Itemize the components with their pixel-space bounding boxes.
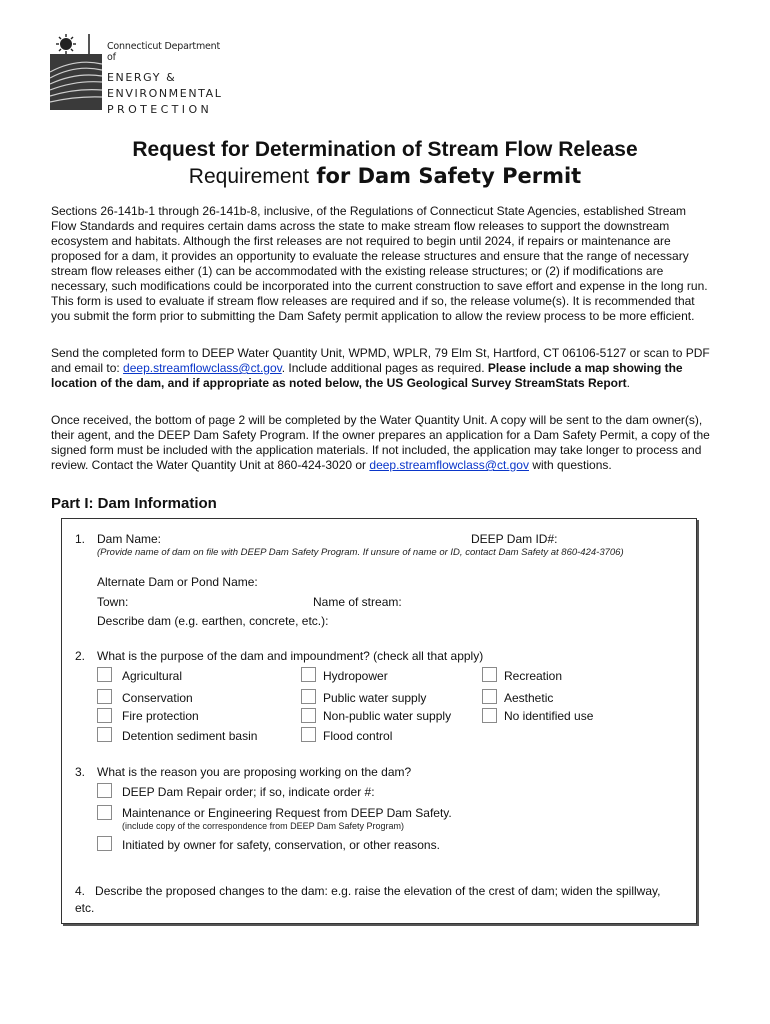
- label-fire-protection: Fire protection: [122, 709, 199, 723]
- intro-p1-text: Sections 26-141b-1 through 26-141b-8, inclusive, of the Regulations of Connecticut State Agencies, established Stream Flow Standards and requires certain dams across the state to make stream flow releases to support the downstream ecosystem and habitats. Although the first releases are not required to begin until 2024, if repairs or maintenance are proposed for a dam, it provides an opportunity to evaluate the release structures and ensure that the range of necessary stream flow releases either (1) can be accommodated with the existing release structures; or (2) if modifications are necessary, such modifications could be incorporated into the current construction to save effort and expense in the long run. This form is used to evaluate if stream flow releases are required and if so, the release volume(s). It is recommended that you submit the form prior to submitting the Dam Safety permit application to allow the review process to be more efficient.: [51, 204, 708, 323]
- logo-text: [107, 41, 230, 118]
- intro-paragraph-3: [51, 413, 711, 473]
- intro-paragraph-2: [51, 346, 711, 391]
- dam-name-label[interactable]: Dam Name:: [97, 532, 162, 546]
- intro-paragraph-1: [51, 204, 711, 324]
- intro-p2-end: .: [626, 376, 631, 390]
- q3-number: 3.: [75, 765, 86, 779]
- checkbox-no-identified-use[interactable]: [482, 708, 497, 723]
- checkbox-agricultural[interactable]: [97, 667, 112, 682]
- dam-id-label[interactable]: DEEP Dam ID#:: [471, 532, 558, 546]
- label-flood-control: Flood control: [323, 729, 393, 743]
- logo-line-1: ENERGY &: [107, 71, 177, 84]
- title-line-1: Request for Determination of Stream Flow Release: [132, 138, 638, 161]
- label-detention-basin: Detention sediment basin: [122, 729, 258, 743]
- describe-dam-label[interactable]: Describe dam (e.g. earthen, concrete, etc.):: [97, 614, 329, 628]
- dam-name-note: (Provide name of dam on file with DEEP Dam Safety Program. If unsure of name or ID, contact Dam Safety at 860-424-3706): [97, 547, 624, 558]
- checkbox-owner-initiated[interactable]: [97, 836, 112, 851]
- checkbox-aesthetic[interactable]: [482, 689, 497, 704]
- logo-line-3: PROTECTION: [107, 103, 213, 116]
- label-agricultural: Agricultural: [122, 669, 183, 683]
- form-title: [0, 136, 770, 190]
- label-conservation: Conservation: [122, 691, 193, 705]
- intro-p2-text: Send the completed form to DEEP Water Quantity Unit, WPMD, WPLR, 79 Elm St, Hartford, CT 06106-5127 or scan to PDF and email to:: [51, 346, 710, 375]
- dam-information-box: [61, 518, 697, 924]
- q1-number: 1.: [75, 532, 86, 546]
- q2-question: What is the purpose of the dam and impoundment? (check all that apply): [97, 649, 484, 663]
- intro-p2-text-b: . Include additional pages as required.: [281, 361, 488, 375]
- label-maintenance-request: Maintenance or Engineering Request from DEEP Dam Safety.: [122, 806, 452, 820]
- q2-number: 2.: [75, 649, 86, 663]
- label-hydropower: Hydropower: [323, 669, 388, 683]
- checkbox-flood-control[interactable]: [301, 727, 316, 742]
- part-1-heading: Part I: Dam Information: [51, 495, 217, 512]
- maintenance-note: (include copy of the correspondence from DEEP Dam Safety Program): [122, 821, 404, 831]
- town-label[interactable]: Town:: [97, 595, 129, 609]
- intro-p3-text: Once received, the bottom of page 2 will be completed by the Water Quantity Unit. A copy will be sent to the dam owner(s), their agent, and the DEEP Dam Safety Program. If the owner prepares an application for a Dam Safety Permit, a copy of the signed form must be included with the application materials. If not included, the application may take longer to process and review. Contact the Water Quantity Unit at 860-424-3020 or: [51, 413, 710, 472]
- checkbox-public-water[interactable]: [301, 689, 316, 704]
- label-non-public-water: Non-public water supply: [323, 709, 452, 723]
- title-line-2b: for Dam Safety Permit: [309, 164, 582, 188]
- label-recreation: Recreation: [504, 669, 563, 683]
- title-line-2a: Requirement: [188, 165, 310, 188]
- checkbox-hydropower[interactable]: [301, 667, 316, 682]
- q4-number: 4.: [75, 884, 86, 898]
- label-aesthetic: Aesthetic: [504, 691, 554, 705]
- email-link[interactable]: deep.streamflowclass@ct.gov: [123, 361, 282, 375]
- deep-logo-mark-icon: [50, 34, 102, 110]
- intro-p3-text-b: with questions.: [528, 458, 612, 472]
- stream-name-label[interactable]: Name of stream:: [313, 595, 402, 609]
- logo-line-2: ENVIRONMENTAL: [107, 87, 223, 100]
- q4-question: [75, 883, 675, 917]
- label-no-identified-use: No identified use: [504, 709, 594, 723]
- deep-logo: [50, 34, 230, 114]
- label-repair-order: DEEP Dam Repair order; if so, indicate order #:: [122, 785, 375, 799]
- checkbox-fire-protection[interactable]: [97, 708, 112, 723]
- logo-dept-name: Connecticut Department of: [107, 41, 220, 63]
- checkbox-detention-basin[interactable]: [97, 727, 112, 742]
- checkbox-maintenance-request[interactable]: [97, 805, 112, 820]
- q4-text: Describe the proposed changes to the dam: e.g. raise the elevation of the crest of dam; widen the spillway, etc.: [75, 884, 661, 915]
- q3-question: What is the reason you are proposing working on the dam?: [97, 765, 412, 779]
- intro-p2-bold: Please include a map showing the location of the dam, and if appropriate as noted below, the US Geological Survey StreamStats Report: [51, 361, 683, 390]
- label-owner-initiated: Initiated by owner for safety, conservation, or other reasons.: [122, 838, 440, 852]
- label-public-water: Public water supply: [323, 691, 427, 705]
- checkbox-repair-order[interactable]: [97, 783, 112, 798]
- checkbox-conservation[interactable]: [97, 689, 112, 704]
- checkbox-non-public-water[interactable]: [301, 708, 316, 723]
- alternate-name-label[interactable]: Alternate Dam or Pond Name:: [97, 575, 258, 589]
- email-link-2[interactable]: deep.streamflowclass@ct.gov: [369, 458, 529, 472]
- checkbox-recreation[interactable]: [482, 667, 497, 682]
